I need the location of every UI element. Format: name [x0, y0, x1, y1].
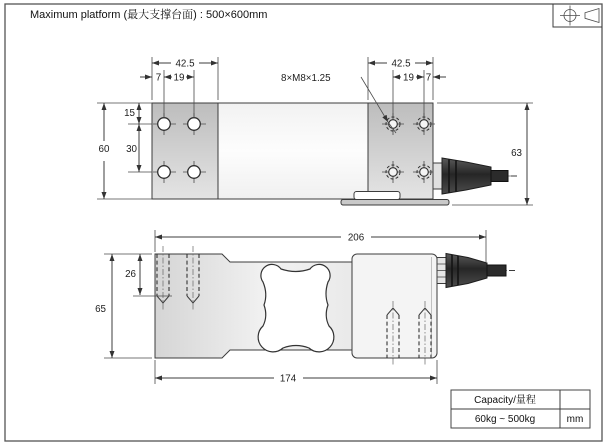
svg-text:15: 15 [124, 108, 135, 119]
capacity-table [451, 390, 590, 428]
svg-text:174: 174 [279, 373, 297, 385]
side-view-end-block [352, 254, 437, 358]
top-view-body-mid [218, 103, 368, 199]
svg-text:42.5: 42.5 [175, 58, 195, 70]
svg-text:63: 63 [511, 148, 522, 159]
svg-text:8×M8×1.25: 8×M8×1.25 [281, 73, 331, 84]
svg-text:206: 206 [347, 232, 365, 244]
page-title: Maximum platform (最大支撑台面) : 500×600mm [30, 9, 268, 21]
svg-text:19: 19 [403, 72, 414, 84]
svg-text:7: 7 [425, 72, 432, 84]
capacity-unit: mm [566, 414, 584, 425]
svg-text:30: 30 [126, 144, 137, 155]
capacity-range: 60kg ~ 500kg [474, 414, 536, 425]
svg-text:65: 65 [95, 304, 106, 315]
svg-text:19: 19 [173, 72, 185, 84]
svg-text:26: 26 [125, 269, 136, 280]
capacity-header: Capacity/量程 [474, 395, 536, 406]
svg-text:60: 60 [98, 144, 110, 155]
svg-text:42.5: 42.5 [391, 58, 411, 70]
sheet-border [5, 4, 602, 441]
side-view-cutout [258, 264, 334, 351]
svg-text:7: 7 [155, 72, 162, 84]
